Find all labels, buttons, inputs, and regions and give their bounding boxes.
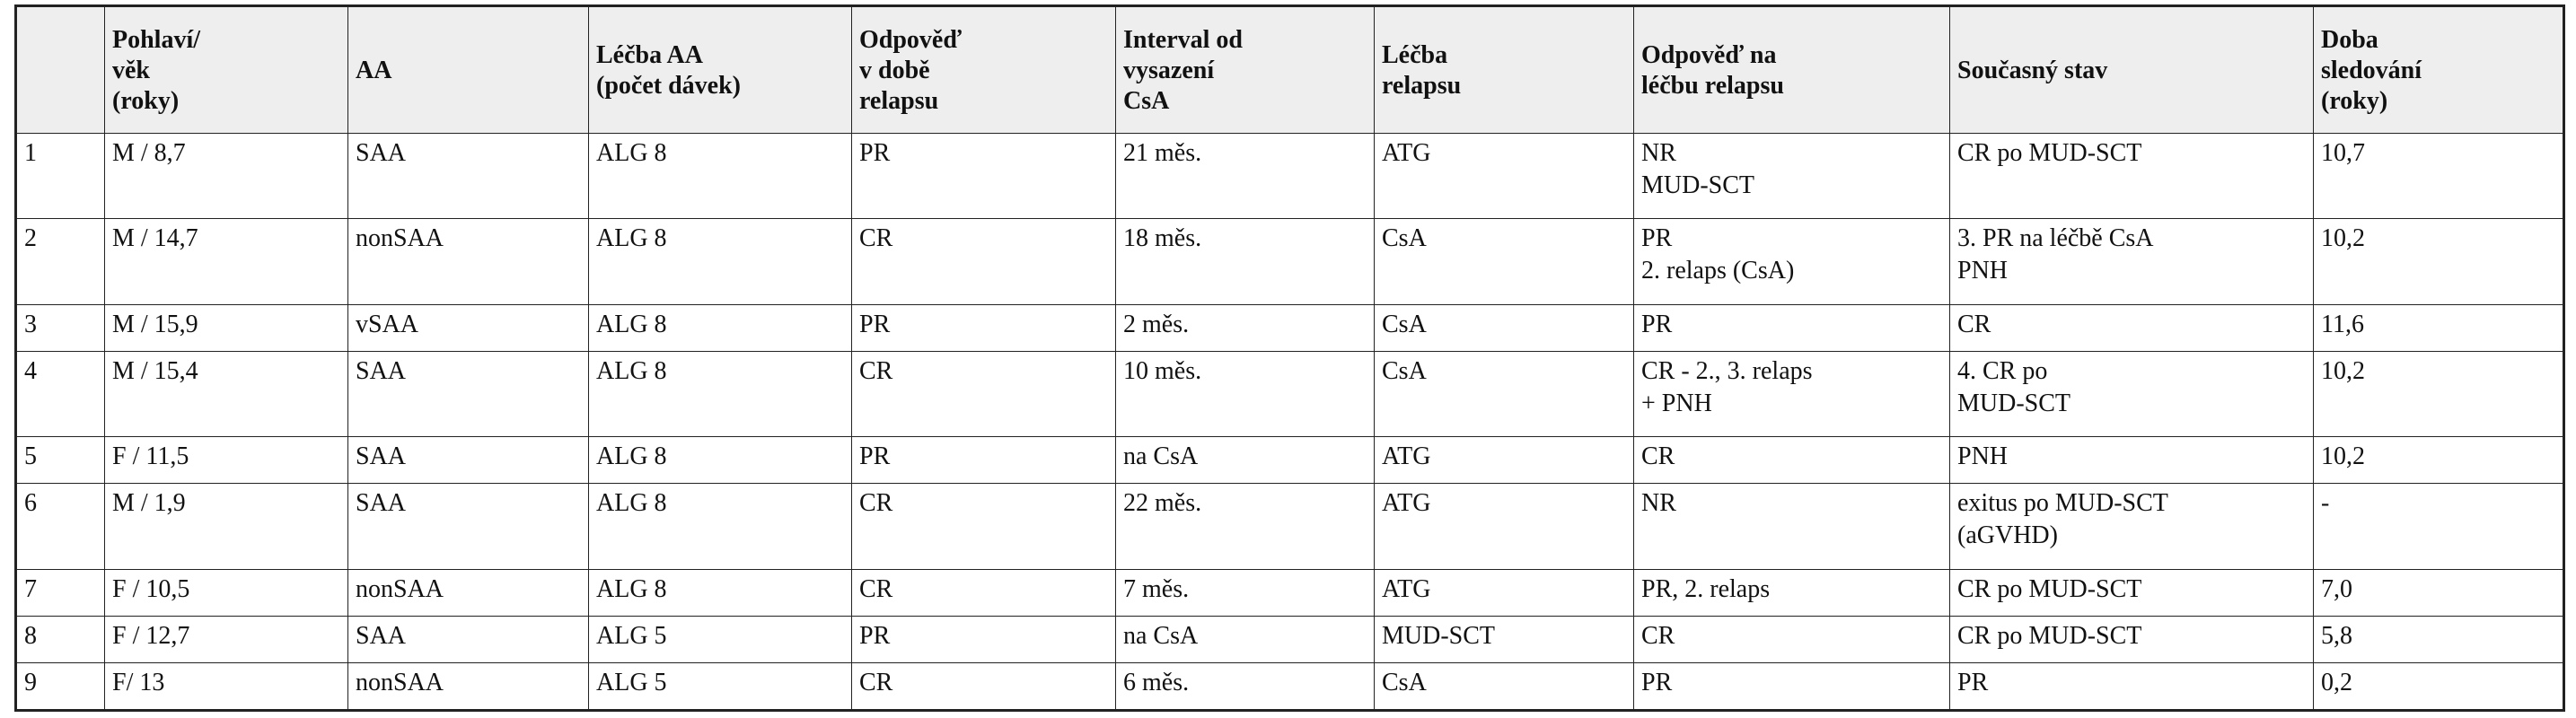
cell-text-line: PR [859, 621, 891, 650]
cell-followup [2314, 662, 2564, 710]
cell-text-line: 7,0 [2321, 574, 2352, 603]
cell-relapse-treatment [1375, 616, 1634, 662]
cell-response-at-relapse [852, 304, 1116, 351]
cell-text-line: 10,2 [2321, 442, 2365, 471]
cell-text-line: PR [859, 310, 891, 338]
header-text-line: vysazení [1123, 57, 1215, 84]
cell-text-line: nonSAA [356, 224, 444, 253]
table-row [16, 351, 2564, 436]
cell-relapse-treatment [1375, 304, 1634, 351]
cell-followup [2314, 437, 2564, 484]
cell-text-line: 3. PR na léčbě CsA [1957, 224, 2154, 253]
cell-text-line: CR [859, 356, 893, 385]
cell-text-line: CsA [1382, 224, 1427, 253]
cell-text-line: MUD-SCT [1382, 621, 1496, 650]
cell-aa-treatment [589, 351, 852, 436]
cell-aa [348, 351, 589, 436]
cell-number [16, 219, 105, 304]
cell-text-line: 6 [24, 489, 37, 518]
cell-text-line: CR po MUD-SCT [1957, 574, 2142, 603]
cell-csa-interval [1116, 219, 1375, 304]
cell-followup [2314, 219, 2564, 304]
cell-text-line: SAA [356, 139, 407, 167]
cell-text-line: SAA [356, 356, 407, 385]
cell-aa-treatment [589, 219, 852, 304]
cell-text-line: ALG 8 [596, 442, 667, 471]
cell-csa-interval [1116, 616, 1375, 662]
header-text-line: (roky) [2321, 87, 2388, 115]
cell-text-line: PR [859, 139, 891, 167]
cell-text-line: CR [859, 224, 893, 253]
cell-relapse-treatment [1375, 437, 1634, 484]
cell-text-line: 11,6 [2321, 310, 2364, 338]
cell-text-line: 21 měs. [1123, 139, 1202, 167]
cell-text-line: PNH [1957, 257, 2009, 285]
cell-text-line: 4. CR po [1957, 356, 2048, 385]
cell-aa-treatment [589, 437, 852, 484]
cell-text-line: PR [1957, 668, 1989, 696]
cell-text-line: 1 [24, 139, 37, 167]
cell-text-line: na CsA [1123, 442, 1199, 471]
table-row [16, 219, 2564, 304]
cell-relapse-treatment [1375, 351, 1634, 436]
cell-text-line: F / 10,5 [112, 574, 190, 603]
table-body [16, 134, 2564, 711]
cell-current-state [1950, 219, 2314, 304]
cell-text-line: M / 15,4 [112, 356, 198, 385]
cell-relapse-response [1634, 134, 1950, 219]
cell-relapse-response [1634, 616, 1950, 662]
cell-text-line: SAA [356, 442, 407, 471]
table-row [16, 304, 2564, 351]
cell-aa [348, 569, 589, 616]
header-text-line: relapsu [859, 87, 939, 115]
cell-number [16, 304, 105, 351]
cell-text-line: CR [859, 489, 893, 518]
cell-relapse-treatment [1375, 662, 1634, 710]
cell-response-at-relapse [852, 351, 1116, 436]
cell-response-at-relapse [852, 134, 1116, 219]
cell-followup [2314, 304, 2564, 351]
cell-text-line: 18 měs. [1123, 224, 1202, 253]
cell-text-line: - [2321, 489, 2330, 518]
cell-text-line: ALG 8 [596, 224, 667, 253]
cell-text-line: CsA [1382, 668, 1427, 696]
cell-sex-age [105, 662, 348, 710]
cell-response-at-relapse [852, 437, 1116, 484]
header-text-line: věk [112, 57, 150, 84]
cell-text-line: 0,2 [2321, 668, 2352, 696]
cell-sex-age [105, 351, 348, 436]
cell-text-line: ALG 8 [596, 356, 667, 385]
cell-number [16, 569, 105, 616]
cell-response-at-relapse [852, 219, 1116, 304]
cell-aa-treatment [589, 569, 852, 616]
cell-current-state [1950, 304, 2314, 351]
cell-aa-treatment [589, 134, 852, 219]
cell-text-line: ALG 8 [596, 139, 667, 167]
cell-text-line: M / 8,7 [112, 139, 186, 167]
cell-text-line: F/ 13 [112, 668, 165, 696]
cell-text-line: ALG 8 [596, 489, 667, 518]
header-cell-csa-interval [1116, 6, 1375, 134]
cell-sex-age [105, 134, 348, 219]
table-row [16, 484, 2564, 569]
cell-sex-age [105, 484, 348, 569]
cell-relapse-treatment [1375, 134, 1634, 219]
header-text-line: Interval od [1123, 26, 1243, 54]
header-text-line: Léčba [1382, 41, 1448, 69]
cell-relapse-response [1634, 484, 1950, 569]
header-text-line: sledování [2321, 57, 2422, 84]
cell-text-line: 7 měs. [1123, 574, 1190, 603]
cell-csa-interval [1116, 569, 1375, 616]
header-text-line: Léčba AA [596, 41, 703, 69]
cell-sex-age [105, 437, 348, 484]
cell-text-line: exitus po MUD-SCT [1957, 489, 2168, 518]
cell-text-line: CR [1641, 442, 1675, 471]
cell-current-state [1950, 134, 2314, 219]
header-text-line: v době [859, 57, 930, 84]
cell-relapse-treatment [1375, 219, 1634, 304]
cell-text-line: NR [1641, 139, 1676, 167]
cell-text-line: ALG 5 [596, 621, 667, 650]
cell-text-line: 2. relaps (CsA) [1641, 257, 1795, 285]
cell-text-line: 3 [24, 310, 37, 338]
cell-text-line: 22 měs. [1123, 489, 1202, 518]
cell-current-state [1950, 484, 2314, 569]
header-text-line: Odpověď [859, 26, 962, 54]
cell-aa [348, 437, 589, 484]
patient-relapse-table [14, 4, 2565, 712]
cell-text-line: SAA [356, 621, 407, 650]
cell-text-line: CR po MUD-SCT [1957, 139, 2142, 167]
cell-text-line: F / 12,7 [112, 621, 190, 650]
cell-text-line: CR [859, 574, 893, 603]
table-row [16, 616, 2564, 662]
cell-text-line: 6 měs. [1123, 668, 1190, 696]
cell-text-line: CR [859, 668, 893, 696]
header-cell-aa-treatment [589, 6, 852, 134]
cell-number [16, 616, 105, 662]
cell-current-state [1950, 437, 2314, 484]
cell-text-line: MUD-SCT [1957, 389, 2071, 417]
cell-text-line: 10,7 [2321, 139, 2365, 167]
header-text-line: CsA [1123, 87, 1170, 115]
header-text-line: (roky) [112, 87, 180, 115]
cell-sex-age [105, 219, 348, 304]
header-cell-sex-age [105, 6, 348, 134]
header-text-line: (počet dávek) [596, 72, 741, 100]
cell-text-line: CR [1641, 621, 1675, 650]
cell-number [16, 134, 105, 219]
cell-text-line: 10 měs. [1123, 356, 1202, 385]
cell-text-line: M / 1,9 [112, 489, 186, 518]
cell-aa [348, 219, 589, 304]
cell-text-line: PR [859, 442, 891, 471]
cell-csa-interval [1116, 437, 1375, 484]
cell-text-line: 7 [24, 574, 37, 603]
cell-number [16, 662, 105, 710]
cell-aa [348, 304, 589, 351]
cell-text-line: NR [1641, 489, 1676, 518]
table-row [16, 437, 2564, 484]
cell-text-line: 8 [24, 621, 37, 650]
cell-text-line: 10,2 [2321, 356, 2365, 385]
header-cell-response-at-relapse [852, 6, 1116, 134]
header-text-line: Současný stav [1957, 57, 2108, 84]
cell-relapse-response [1634, 304, 1950, 351]
cell-current-state [1950, 351, 2314, 436]
cell-relapse-treatment [1375, 484, 1634, 569]
header-text-line: léčbu relapsu [1641, 72, 1784, 100]
header-text-line: Odpověď na [1641, 41, 1777, 69]
cell-text-line: na CsA [1123, 621, 1199, 650]
cell-text-line: PR [1641, 224, 1673, 253]
cell-relapse-response [1634, 351, 1950, 436]
cell-text-line: ATG [1382, 489, 1431, 518]
cell-followup [2314, 351, 2564, 436]
cell-current-state [1950, 616, 2314, 662]
table-row [16, 569, 2564, 616]
cell-sex-age [105, 569, 348, 616]
cell-text-line: M / 14,7 [112, 224, 198, 253]
cell-text-line: F / 11,5 [112, 442, 189, 471]
table-row [16, 134, 2564, 219]
cell-text-line: 2 [24, 224, 37, 253]
cell-text-line: PNH [1957, 442, 2009, 471]
cell-relapse-response [1634, 569, 1950, 616]
cell-text-line: CsA [1382, 356, 1427, 385]
cell-text-line: 4 [24, 356, 37, 385]
cell-text-line: PR, 2. relaps [1641, 574, 1771, 603]
cell-text-line: PR [1641, 668, 1673, 696]
cell-text-line: MUD-SCT [1641, 171, 1755, 199]
cell-text-line: nonSAA [356, 574, 444, 603]
cell-sex-age [105, 304, 348, 351]
cell-current-state [1950, 662, 2314, 710]
cell-aa [348, 134, 589, 219]
cell-text-line: CR - 2., 3. relaps [1641, 356, 1813, 385]
cell-followup [2314, 134, 2564, 219]
cell-aa-treatment [589, 616, 852, 662]
cell-text-line: nonSAA [356, 668, 444, 696]
header-text-line: Doba [2321, 26, 2378, 54]
cell-text-line: PR [1641, 310, 1673, 338]
cell-text-line: 5 [24, 442, 37, 471]
header-cell-aa [348, 6, 589, 134]
header-text-line: AA [356, 57, 392, 84]
table-header-row [16, 6, 2564, 134]
cell-number [16, 484, 105, 569]
cell-sex-age [105, 616, 348, 662]
cell-response-at-relapse [852, 616, 1116, 662]
header-cell-relapse-response [1634, 6, 1950, 134]
data-table-container [14, 4, 2563, 712]
cell-followup [2314, 569, 2564, 616]
cell-aa-treatment [589, 484, 852, 569]
cell-text-line: 5,8 [2321, 621, 2352, 650]
cell-number [16, 351, 105, 436]
cell-text-line: ALG 8 [596, 310, 667, 338]
header-cell-number [16, 6, 105, 134]
cell-aa [348, 616, 589, 662]
cell-relapse-treatment [1375, 569, 1634, 616]
cell-csa-interval [1116, 134, 1375, 219]
cell-aa [348, 662, 589, 710]
header-cell-followup [2314, 6, 2564, 134]
cell-text-line: ATG [1382, 139, 1431, 167]
cell-csa-interval [1116, 484, 1375, 569]
cell-aa-treatment [589, 662, 852, 710]
cell-text-line: SAA [356, 489, 407, 518]
cell-relapse-response [1634, 437, 1950, 484]
cell-followup [2314, 616, 2564, 662]
cell-text-line: ATG [1382, 574, 1431, 603]
cell-text-line: vSAA [356, 310, 419, 338]
header-text-line: Pohlaví/ [112, 26, 201, 54]
cell-text-line: M / 15,9 [112, 310, 198, 338]
cell-text-line: CR po MUD-SCT [1957, 621, 2142, 650]
cell-number [16, 437, 105, 484]
cell-aa [348, 484, 589, 569]
cell-csa-interval [1116, 662, 1375, 710]
cell-relapse-response [1634, 662, 1950, 710]
cell-current-state [1950, 569, 2314, 616]
cell-text-line: 10,2 [2321, 224, 2365, 253]
header-cell-relapse-treatment [1375, 6, 1634, 134]
cell-csa-interval [1116, 351, 1375, 436]
cell-text-line: ALG 8 [596, 574, 667, 603]
cell-text-line: + PNH [1641, 389, 1712, 417]
cell-followup [2314, 484, 2564, 569]
cell-response-at-relapse [852, 662, 1116, 710]
cell-response-at-relapse [852, 484, 1116, 569]
cell-aa-treatment [589, 304, 852, 351]
table-row [16, 662, 2564, 710]
cell-text-line: ATG [1382, 442, 1431, 471]
cell-text-line: (aGVHD) [1957, 521, 2058, 550]
cell-csa-interval [1116, 304, 1375, 351]
header-cell-current-state [1950, 6, 2314, 134]
cell-relapse-response [1634, 219, 1950, 304]
cell-text-line: CsA [1382, 310, 1427, 338]
cell-text-line: CR [1957, 310, 1991, 338]
cell-response-at-relapse [852, 569, 1116, 616]
cell-text-line: 2 měs. [1123, 310, 1190, 338]
cell-text-line: 9 [24, 668, 37, 696]
header-text-line: relapsu [1382, 72, 1462, 100]
cell-text-line: ALG 5 [596, 668, 667, 696]
